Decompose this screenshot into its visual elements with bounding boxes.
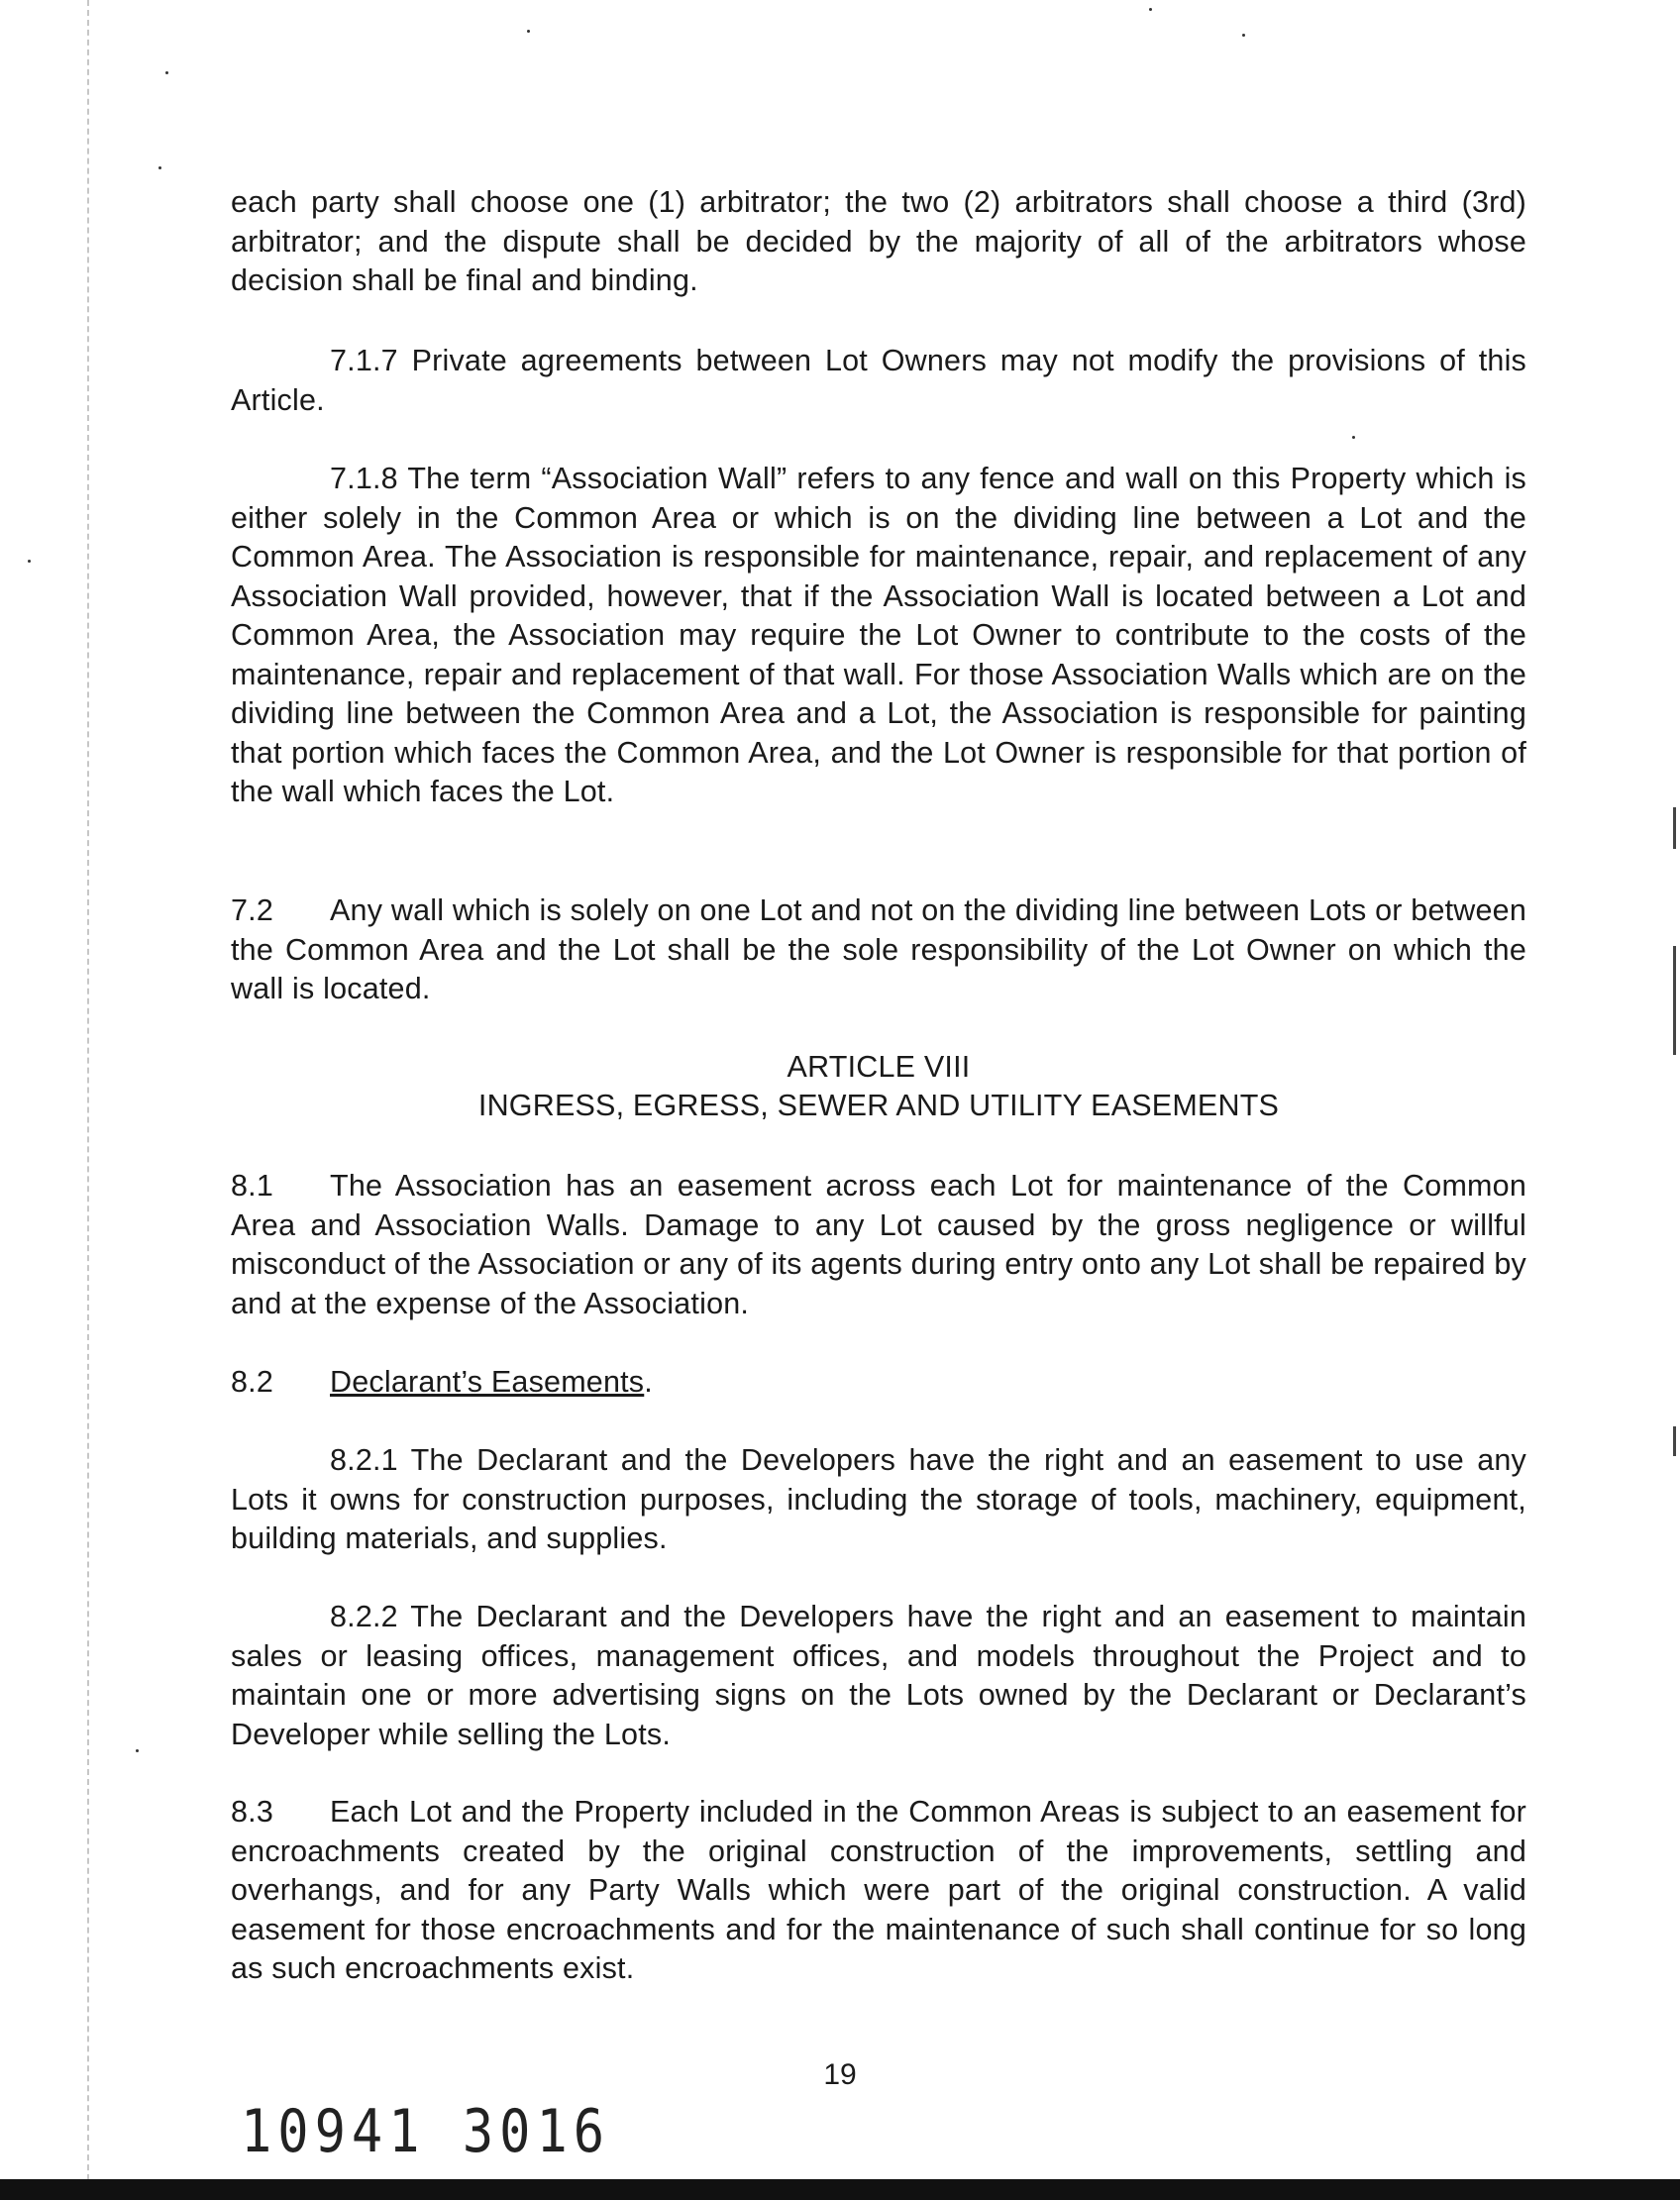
paragraph-8-3 [231, 1793, 1526, 1989]
section-heading-period: . [644, 1365, 653, 1399]
scan-right-mark [1673, 1426, 1676, 1456]
paragraph-7-1-7: 7.1.7 Private agreements between Lot Owners may not modify the provisions of this Article. [231, 344, 1526, 417]
scan-right-mark [1673, 807, 1676, 849]
paragraph-8-1-text: The Association has an easement across each Lot for maintenance of the Common Area and Association Walls. Damage to any Lot caused by the gross negligence or willful misconduct of the Association or any of its agents during entry onto any Lot shall be repaired by and at the expense of the Association. [231, 1169, 1526, 1320]
paragraph-8-1 [231, 1167, 1526, 1323]
scan-right-mark [1673, 946, 1676, 1055]
article-title: ARTICLE VIII [787, 1050, 971, 1084]
scan-speck [1352, 436, 1355, 439]
recording-stamp: 10941 3016 [241, 2098, 611, 2166]
paragraph-8-3-text: Each Lot and the Property included in the Common Areas is subject to an easement for encroachments created by the original construction of the improvements, settling and overhangs, and for any Party Walls which were part of the original construction. A valid easement for those encroachments and for the maintenance of such shall continue for so long as such encroachments exist. [231, 1795, 1526, 1985]
scan-speck [1149, 8, 1152, 11]
paragraph-8-2 [231, 1363, 1526, 1403]
paragraph-7-2-text: Any wall which is solely on one Lot and not on the dividing line between Lots or between the Common Area and the Lot shall be the sole responsibility of the Lot Owner on which the wall is located. [231, 893, 1526, 1005]
section-number-8-3: 8.3 [231, 1795, 273, 1829]
paragraph-intro: each party shall choose one (1) arbitrator; the two (2) arbitrators shall choose a third (3rd) arbitrator; and the dispute shall be decided by the majority of all of the arbitrators whose decision shall be final and binding. [231, 185, 1526, 297]
scan-speck [1242, 34, 1245, 37]
paragraph-8-2-1: 8.2.1 The Declarant and the Developers have the right and an easement to use any Lots it owns for construction purposes, including the storage of tools, machinery, equipment, building materials, and supplies. [231, 1443, 1526, 1555]
scan-speck [165, 71, 168, 74]
section-number-8-2: 8.2 [231, 1365, 273, 1399]
section-number-8-1: 8.1 [231, 1169, 273, 1203]
section-heading-8-2: Declarant’s Easements [330, 1365, 645, 1399]
scan-speck [28, 560, 31, 563]
article-subtitle: INGRESS, EGRESS, SEWER AND UTILITY EASEMENTS [477, 1089, 1280, 1122]
paragraph-7-2 [231, 891, 1526, 1009]
scan-speck [136, 1749, 139, 1752]
section-number-7-2: 7.2 [231, 893, 273, 927]
paragraph-8-2-2: 8.2.2 The Declarant and the Developers have the right and an easement to maintain sales or leasing offices, management offices, and models throughout the Project and to maintain one or more advertising signs on the Lots owned by the Declarant or Declarant’s Developer while selling the Lots. [231, 1600, 1526, 1751]
scan-speck [158, 166, 161, 169]
scan-speck [527, 30, 530, 33]
scan-left-edge [87, 0, 89, 2200]
page-number: 19 [823, 2058, 857, 2091]
scan-bottom-bar [0, 2179, 1680, 2200]
paragraph-7-1-8: 7.1.8 The term “Association Wall” refers to any fence and wall on this Property which is either solely in the Common Area or which is on the dividing line between a Lot and the Common Area. The Association is responsible for maintenance, repair, and replacement of any Association Wall provided, however, that if the Association Wall is located between a Lot and Common Area, the Association may require the Lot Owner to contribute to the costs of the maintenance, repair and replacement of that wall. For those Association Walls which are on the dividing line between the Common Area and a Lot, the Association is responsible for painting that portion which faces the Common Area, and the Lot Owner is responsible for that portion of the wall which faces the Lot. [231, 462, 1526, 808]
